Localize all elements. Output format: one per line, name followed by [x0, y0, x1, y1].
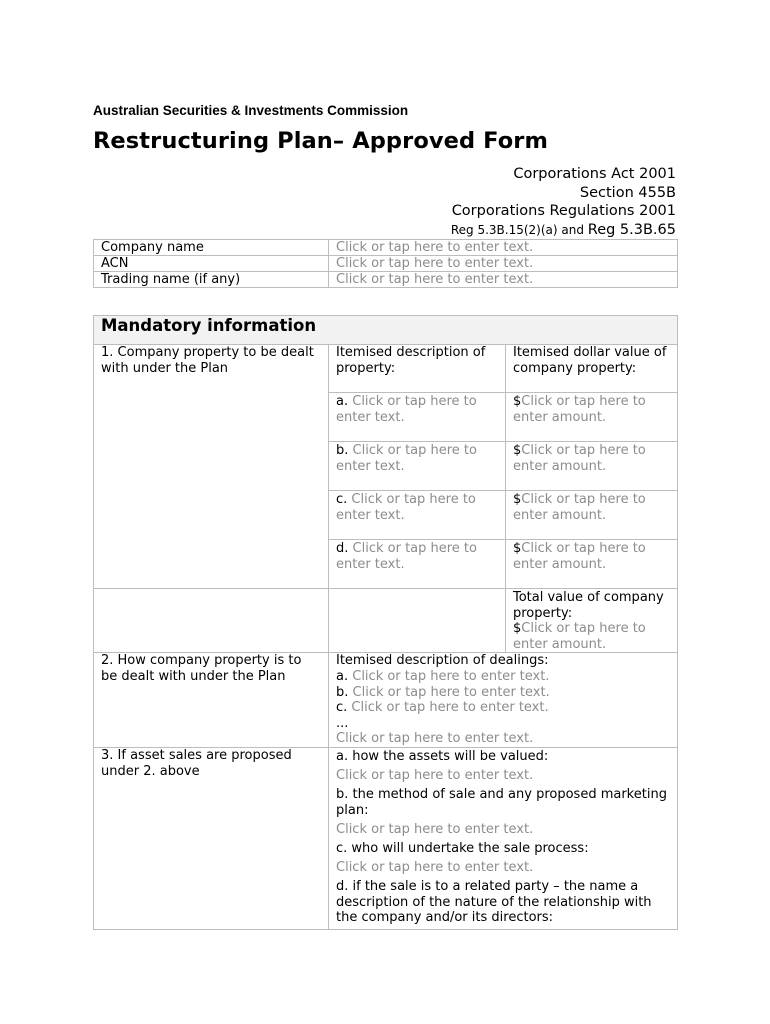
property-desc-field[interactable]: [329, 540, 506, 589]
currency-symbol: $: [513, 621, 522, 637]
placeholder-text: Click or tap here to enter text.: [336, 860, 534, 875]
item-letter: a.: [336, 668, 349, 684]
table-row: [94, 256, 678, 272]
placeholder-text: Click or tap here to enter text.: [336, 768, 534, 784]
placeholder-text: Click or tap here to enter text.: [348, 684, 550, 700]
property-desc-field[interactable]: [329, 442, 506, 491]
property-desc-field[interactable]: [329, 393, 506, 442]
table-row: [94, 653, 678, 748]
q1-desc-header: Itemised description of property:: [329, 345, 506, 393]
q3-prompt-a: a. how the assets will be valued:: [336, 748, 549, 764]
section-heading: Mandatory information: [94, 316, 678, 345]
placeholder-text: Click or tap here to enter text.: [336, 492, 476, 523]
q2-heading: Itemised description of dealings:: [336, 653, 549, 669]
q3-label: 3. If asset sales are proposed under 2. above: [94, 747, 329, 929]
placeholder-text: Click or tap here to enter text.: [336, 821, 534, 837]
trading-name-label: Trading name (if any): [94, 272, 329, 288]
property-amount-field[interactable]: [506, 540, 678, 589]
item-letter: d.: [336, 541, 349, 556]
table-row: [94, 316, 678, 345]
company-name-label: Company name: [94, 240, 329, 256]
legislation-references: [451, 165, 676, 239]
ellipsis: ...: [336, 715, 349, 731]
placeholder-text: Click or tap here to enter text.: [347, 700, 549, 716]
list-item: [336, 700, 670, 716]
total-label: Total value of company property:: [513, 590, 664, 621]
placeholder-text: Click or tap here to enter amount.: [513, 492, 646, 523]
placeholder-text: Click or tap here to enter amount.: [513, 443, 646, 474]
table-row: [94, 747, 678, 929]
table-row: [94, 240, 678, 256]
q3-prompt-d: d. if the sale is to a related party – the name a description of the nature of the relationship with the company and/or its directors:: [336, 879, 652, 926]
item-letter: b.: [336, 684, 349, 700]
table-row: [94, 589, 678, 653]
q1-label: 1. Company property to be dealt with under the Plan: [94, 345, 329, 589]
empty-cell: [329, 589, 506, 653]
empty-cell: [94, 589, 329, 653]
list-item: [336, 669, 670, 685]
placeholder-text: Click or tap here to enter text.: [336, 731, 534, 747]
company-details-table: [93, 239, 678, 288]
placeholder-text: Click or tap here to enter text.: [348, 668, 550, 684]
property-amount-field[interactable]: [506, 442, 678, 491]
section-reference: Section 455B: [579, 184, 676, 201]
placeholder-text: Click or tap here to enter text.: [336, 394, 477, 425]
item-letter: b.: [336, 443, 349, 458]
placeholder-text: Click or tap here to enter amount.: [513, 394, 646, 425]
q1-value-header: Itemised dollar value of company property:: [506, 345, 678, 393]
reg-reference-large: Reg 5.3B.65: [587, 221, 676, 238]
item-letter: a.: [336, 394, 349, 409]
act-reference: Corporations Act 2001: [513, 166, 676, 182]
acn-field[interactable]: Click or tap here to enter text.: [329, 256, 678, 272]
acn-label: ACN: [94, 256, 329, 272]
page-title: Restructuring Plan– Approved Form: [93, 128, 549, 154]
placeholder-text: Click or tap here to enter amount.: [513, 621, 646, 652]
property-amount-field[interactable]: [506, 491, 678, 540]
agency-name: Australian Securities & Investments Commission: [93, 103, 409, 118]
table-row: [94, 272, 678, 288]
reg-reference-small: Reg 5.3B.15(2)(a) and: [450, 222, 588, 237]
q3-prompt-c: c. who will undertake the sale process:: [336, 840, 589, 856]
item-letter: c.: [336, 700, 348, 716]
table-row: [94, 345, 678, 393]
currency-symbol: $: [513, 394, 522, 409]
q3-asset-sales-field[interactable]: [329, 747, 678, 929]
trading-name-field[interactable]: Click or tap here to enter text.: [329, 272, 678, 288]
currency-symbol: $: [513, 443, 522, 458]
placeholder-text: Click or tap here to enter text.: [336, 443, 477, 474]
list-item: [336, 685, 670, 701]
q2-label: 2. How company property is to be dealt with under the Plan: [94, 653, 329, 748]
total-value-field[interactable]: [506, 589, 678, 653]
reg-reference: [451, 221, 676, 240]
regulations-reference: Corporations Regulations 2001: [451, 203, 676, 219]
q2-dealings-field[interactable]: [329, 653, 678, 748]
company-name-field[interactable]: Click or tap here to enter text.: [329, 240, 678, 256]
property-desc-field[interactable]: [329, 491, 506, 540]
item-letter: c.: [336, 492, 348, 507]
placeholder-text: Click or tap here to enter text.: [336, 541, 477, 572]
currency-symbol: $: [513, 541, 522, 556]
currency-symbol: $: [513, 492, 522, 507]
mandatory-information-table: [93, 315, 678, 930]
q3-prompt-b: b. the method of sale and any proposed marketing plan:: [336, 787, 667, 818]
property-amount-field[interactable]: [506, 393, 678, 442]
placeholder-text: Click or tap here to enter amount.: [513, 541, 646, 572]
